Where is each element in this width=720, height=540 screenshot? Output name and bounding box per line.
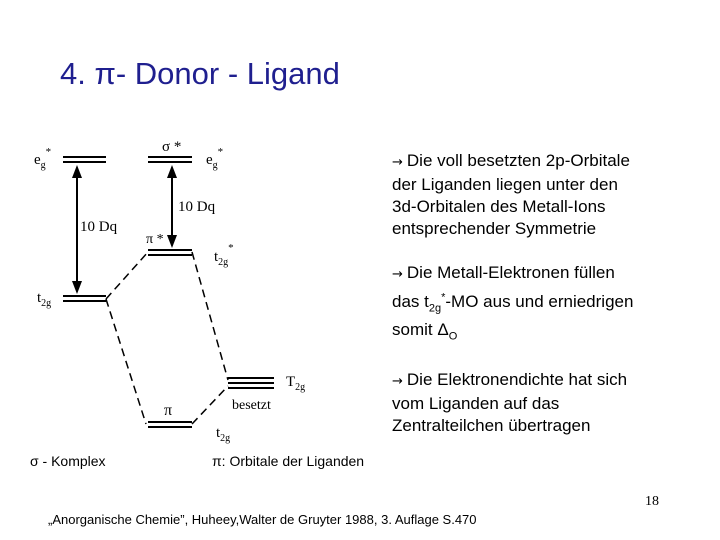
t2g-star-label [214,242,234,268]
svg-text:t2g: $t_{2g}$ [37,290,52,309]
eg-star-label-right [206,146,223,171]
svg-text:t2g*: $t_{2g}^*$ [214,242,234,268]
T2g-label [286,374,305,393]
bullet-text: somit $\Delta_O$ [392,320,458,343]
sigma-komplex-label: σ - Komplex [30,453,106,469]
t2g-label-bottom [216,425,230,444]
citation-footer: „Anorganische Chemie”, Huheey,Walter de Gruyter 1988, 3. Auflage S.470 [48,512,477,527]
bullet-text: Die Elektronendichte hat sich [406,370,628,390]
pi-bonding-level [148,422,192,427]
t2g-star-level [148,250,192,255]
tenDq-label-left: 10 Dq [80,219,118,235]
bullet-text: 3d-Orbitalen des Metall-Ions [392,197,606,216]
sigma-star-level [148,157,192,162]
eg-star-level-left [63,157,106,162]
right-arrow-icon: → [392,374,403,390]
sigma-star-label: σ * [162,139,182,155]
bullet-text: Zentralteilchen übertragen [392,416,591,436]
t2g-label-left [37,290,51,309]
bullet-text: der Liganden liegen unter den [392,175,618,194]
svg-text:T2g: $T_{2g}$ [286,374,306,393]
tenDq-arrow-right [167,165,177,248]
besetzt-label: besetzt [232,398,271,413]
pi-star-label: π * [146,232,164,247]
pi-label: π [164,402,173,419]
bullet-text: das $t_{2g}^*-MO$ aus und erniedrigen [392,291,634,315]
bullet-item [392,262,712,347]
bullet-item [392,150,712,240]
eg-star-label-left [34,146,51,171]
tenDq-label-right: 10 Dq [178,199,216,215]
bullet-item [392,369,712,437]
pi-orbitale-label: π: Orbitale der Liganden [212,453,365,469]
bullet-list [392,150,712,459]
t2g-level-left [63,296,106,301]
correlation-lines [106,252,228,424]
T2g-ligand-level [228,378,274,388]
bullet-text: Die Metall-Elektronen füllen [406,263,615,282]
svg-text:eg*: $e_g^*$ [34,146,52,171]
right-arrow-icon: → [392,155,403,170]
bullet-text: Die voll besetzten 2p-Orbitale [406,151,630,170]
bullet-text: vom Liganden auf das [392,394,560,414]
right-arrow-icon: → [392,267,403,282]
svg-text:eg*: $e_g^*$ [206,146,224,171]
svg-text:t2g: $t_{2g}$ [216,425,231,444]
slide-title: 4. π- Donor - Ligand [60,56,340,91]
bullet-text: entsprechender Symmetrie [392,219,597,238]
page-number: 18 [645,494,659,509]
